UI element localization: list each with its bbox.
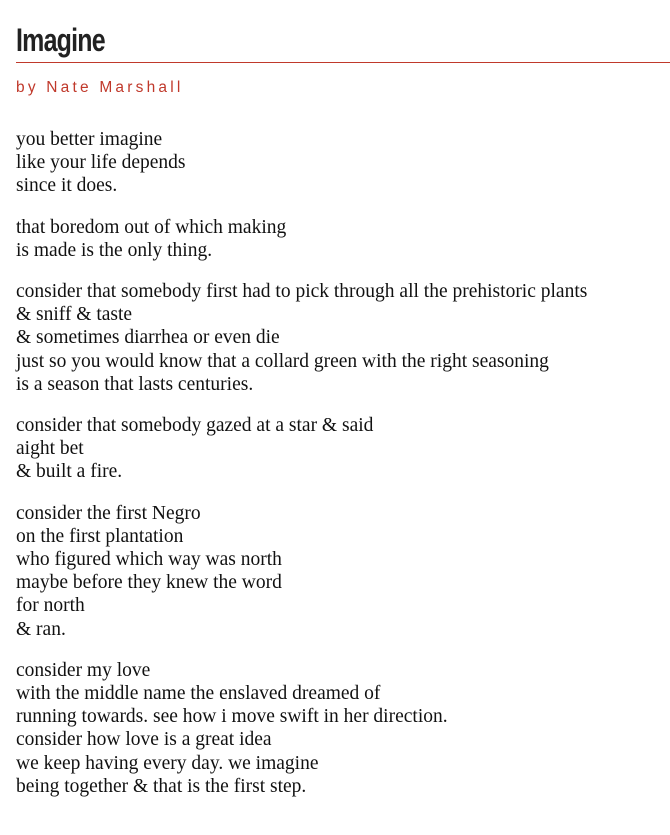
poem-line: being together & that is the first step. [16, 775, 307, 797]
poem-line: like your life depends [16, 152, 186, 174]
poem-line: with the middle name the enslaved dreamed of [16, 683, 381, 705]
poem-line: since it does. [16, 175, 118, 197]
poem-title: Imagine [16, 22, 105, 58]
poem-line: consider the first Negro [16, 502, 201, 524]
stanza-5 [16, 502, 670, 641]
stanza-6 [16, 659, 670, 798]
stanza-4 [16, 414, 670, 484]
poem-line: who figured which way was north [16, 549, 282, 571]
poem-page [16, 0, 670, 797]
title-divider [16, 62, 670, 63]
poem-line: & ran. [16, 618, 66, 640]
poem-line: just so you would know that a collard green with the right seasoning [16, 350, 549, 372]
poem-body [16, 128, 670, 816]
poem-line: on the first plantation [16, 525, 184, 547]
poem-line: consider that somebody gazed at a star & said [16, 415, 374, 437]
poem-byline: by Nate Marshall [16, 79, 184, 96]
poem-line: consider my love [16, 659, 151, 681]
poem-line: you better imagine [16, 129, 163, 150]
poem-line: is a season that lasts centuries. [16, 373, 254, 395]
poem-line: running towards. see how i move swift in her direction. [16, 706, 448, 728]
poem-line: & sniff & taste [16, 304, 133, 326]
poem-line: maybe before they knew the word [16, 572, 282, 594]
stanza-1 [16, 128, 670, 198]
poem-line: for north [16, 595, 85, 617]
poem-line: & sometimes diarrhea or even die [16, 327, 280, 349]
poem-line: is made is the only thing. [16, 239, 213, 261]
poem-line: & built a fire. [16, 461, 123, 483]
poem-line: we keep having every day. we imagine [16, 752, 319, 774]
stanza-2 [16, 216, 670, 262]
poem-line: consider how love is a great idea [16, 729, 272, 751]
poem-line: aight bet [16, 438, 84, 460]
stanza-3 [16, 280, 670, 396]
poem-line: consider that somebody first had to pick through all the prehistoric plants [16, 281, 588, 303]
poem-line: that boredom out of which making [16, 216, 287, 238]
